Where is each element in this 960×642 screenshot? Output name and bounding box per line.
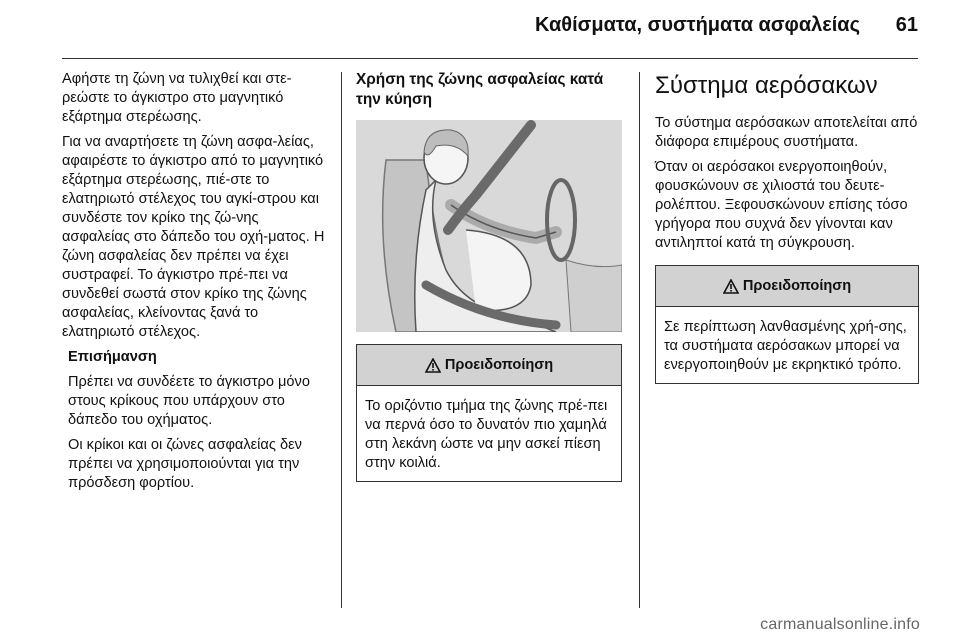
chapter-title: Καθίσματα, συστήματα ασφαλείας: [535, 14, 860, 36]
airbag-heading: Σύστημα αερόσακων: [655, 72, 878, 99]
watermark: carmanualsonline.info: [760, 616, 920, 633]
warning-triangle-icon: [723, 279, 739, 294]
warning-body: [357, 386, 621, 481]
paragraph-attach-belt: Για να αναρτήσετε τη ζώνη ασφα-λείας, αφαιρέστε το άγκιστρο από το μαγνητικό εξάρτημα στερέωσης, πιέ-στε το ελατηριωτό στέλεχος του αγκί-στρου και συνδέστε τον κρίκο της ζώ-νης ασφαλείας στο δάπεδο του οχή-ματος. Η ζώνη ασφαλείας δεν πρέπει να έχει συστραφεί. Το άγκιστρο πρέ-πει να συνδεθεί σωστά στον κρίκο της ζώνης ασφαλείας, κλείνοντας ξανά το ελατηριωτό στέλεχος.: [62, 134, 325, 340]
page-number: 61: [895, 14, 918, 36]
column-divider-left: [341, 72, 342, 608]
header-divider: [62, 58, 918, 59]
warning-box-lap-belt: [356, 344, 622, 482]
column-3: [655, 70, 919, 384]
note-title: Επισήμανση: [68, 349, 157, 365]
paragraph-retract-belt: Αφήστε τη ζώνη να τυλιχθεί και στε-ρεώστε το άγκιστρο στο μαγνητικό εξάρτημα στερέωσης.: [62, 71, 292, 125]
column-divider-right: [639, 72, 640, 608]
warning-box-airbag: [655, 265, 919, 384]
pregnant-driver-illustration: [356, 120, 622, 332]
warning-body: [656, 307, 918, 383]
warning-title: Προειδοποίηση: [742, 277, 852, 294]
warning-title: Προειδοποίηση: [444, 356, 554, 373]
column-1: [62, 70, 326, 499]
pregnancy-heading: Χρήση της ζώνης ασφαλείας κατά την κύηση: [356, 71, 604, 108]
warning-header: [357, 345, 621, 386]
pregnant-driver-drawing: [356, 120, 622, 332]
paragraph-airbag-inflation: Όταν οι αερόσακοι ενεργοποιηθούν, φουσκώνουν σε χιλιοστά του δευτε-ρολέπτου. Ξεφουσκώνουν επίσης τόσο γρήγορα που συχνά δεν γίνονται καν αντιληπτοί κατά τη σύγκρουση.: [655, 159, 908, 251]
warning-triangle-icon: [425, 358, 441, 373]
paragraph-airbag-composition: Το σύστημα αερόσακων αποτελείται από διάφορα επιμέρους συστήματα.: [655, 115, 918, 150]
note-block: [62, 348, 326, 493]
warning-text: Το οριζόντιο τμήμα της ζώνης πρέ-πει να περνά όσο το δυνατόν πιο χαμηλά στη λεκάνη ώστε να μην ασκεί πίεση στην κοιλιά.: [365, 398, 608, 471]
warning-header: [656, 266, 918, 307]
note-paragraph-hooks: Πρέπει να συνδέετε το άγκιστρο μόνο στους κρίκους που υπάρχουν στο δάπεδο του οχήματος.: [68, 374, 310, 428]
column-2: [356, 70, 622, 482]
warning-text: Σε περίπτωση λανθασμένης χρή-σης, τα συστήματα αερόσακων μπορεί να ενεργοποιηθούν με εκρηκτικό τρόπο.: [664, 319, 907, 373]
note-paragraph-cargo: Οι κρίκοι και οι ζώνες ασφαλείας δεν πρέπει να χρησιμοποιούνται για την πρόσδεση φορτίου.: [68, 437, 302, 491]
